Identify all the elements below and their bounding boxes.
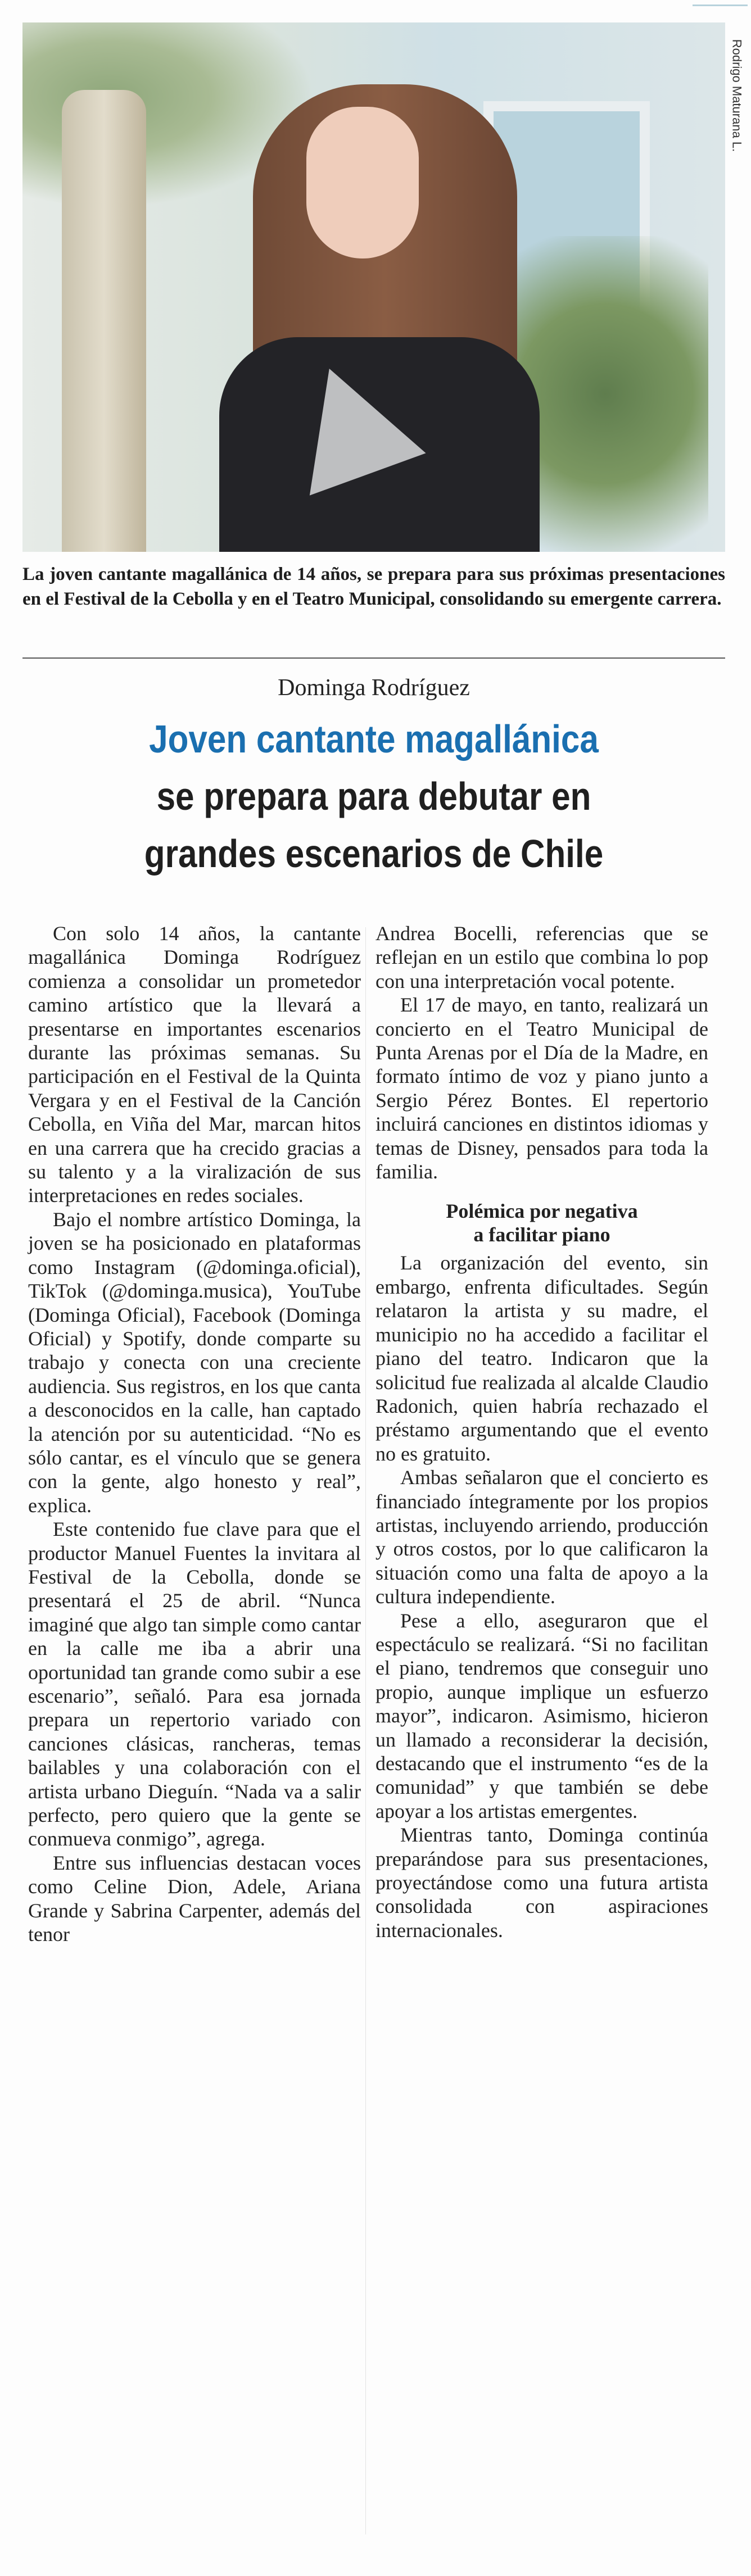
- paragraph: Este contenido fue clave para que el productor Manuel Fuentes la invitara al Festival de la Cebolla, donde se presentará el 25 de abril. “Nunca imaginé que algo tan simple como cantar en la calle me iba a abrir una oportunidad tan grande como subir a ese escenario”, señaló. Para esa jornada prepara un repertorio variado con canciones clásicas, rancheras, temas bailables y una colaboración con el artista urbano Dieguín. “Nada va a salir perfecto, pero quiero que la gente se conmueva conmigo”, agrega.: [28, 1518, 361, 1851]
- headline-line-2: se prepara para debutar en: [156, 774, 591, 818]
- photo-caption: La joven cantante magallánica de 14 años, se prepara para sus próximas presentaciones en el Festival de la Cebolla y en el Teatro Municipal, consolidando su emergente carrera.: [22, 564, 725, 609]
- subheading-line-1: Polémica por negativa: [446, 1200, 638, 1223]
- paragraph: La organización del evento, sin embargo, enfrenta dificultades. Según relataron la artista y su madre, el municipio no ha accedido a facilitar el piano del teatro. Indicaron que la solicitud fue realizada al alcalde Claudio Radonich, quien habría rechazado el préstamo argumentando que el evento no es gratuito.: [376, 1251, 708, 1465]
- headline-line-1: Joven cantante magallánica: [149, 717, 599, 761]
- byline: Dominga Rodríguez: [278, 675, 470, 701]
- paragraph: El 17 de mayo, en tanto, realizará un concierto en el Teatro Municipal de Punta Arenas por el Día de la Madre, en formato íntimo de voz y piano junto a Sergio Pérez Bontes. El repertorio incluirá canciones en distintos idiomas y temas de Disney, pensados para toda la familia.: [376, 994, 708, 1183]
- article-column-right: [376, 922, 708, 1942]
- paragraph: Pese a ello, aseguraron que el espectáculo se realizará. “Si no facilitan el piano, tendremos que conseguir uno propio, aunque implique un esfuerzo mayor”, indicaron. Asimismo, hicieron un llamado a reconsiderar la decisión, destacando que el instrumento “es de la comunidad” y que también se debe apoyar a los artistas emergentes.: [376, 1609, 708, 1822]
- subheading-line-2: a facilitar piano: [473, 1223, 610, 1246]
- article-photo: [22, 22, 725, 552]
- paragraph-continued: Andrea Bocelli, referencias que se reflejan en un estilo que combina lo pop con una interpretación vocal potente.: [376, 922, 708, 992]
- subheading: [376, 1199, 708, 1246]
- photo-tree-trunk: [62, 90, 146, 552]
- photo-credit-text: Rodrigo Maturana L.: [730, 39, 744, 152]
- column-divider: [365, 927, 366, 2534]
- paragraph: Bajo el nombre artístico Dominga, la joven se ha posicionado en plataformas como Instagram (@dominga.oficial), TikTok (@dominga.musica), YouTube (Dominga Oficial), Facebook (Dominga Oficial) y Spotify, donde comparte su trabajo y conecta con una creciente audiencia. Sus registros, en los que canta a desconocidos en la calle, han captado la atención por su autenticidad. “No es sólo cantar, es el vínculo que se genera con la gente, algo honesto y real”, explica.: [28, 1208, 361, 1517]
- top-edge-accent: [693, 4, 748, 6]
- article-column-left: [28, 922, 361, 1946]
- paragraph: Con solo 14 años, la cantante magallánica Dominga Rodríguez comienza a consolidar un prometedor camino artístico que la llevará a presentarse en importantes escenarios durante las próximas semanas. Su participación en el Festival de la Quinta Vergara y en el Festival de la Canción Cebolla, en Viña del Mar, marcan hitos en una carrera que ha crecido gracias a su talento y a la viralización de sus interpretaciones en redes sociales.: [28, 922, 361, 1207]
- headline-line-3: grandes escenarios de Chile: [144, 832, 604, 876]
- paragraph: Entre sus influencias destacan voces como Celine Dion, Adele, Ariana Grande y Sabrina Carpenter, además del tenor: [28, 1851, 361, 1946]
- paragraph: Mientras tanto, Dominga continúa preparándose para sus presentaciones, proyectándose como una futura artista consolidada con aspiraciones internacionales.: [376, 1824, 708, 1942]
- photo-credit: [725, 22, 748, 169]
- photo-subject-face: [306, 107, 419, 258]
- paragraph: Ambas señalaron que el concierto es financiado íntegramente por los propios artistas, incluyendo arriendo, producción y otros costos, por lo que calificaron la situación como una falta de apoyo a la cultura independiente.: [376, 1466, 708, 1608]
- caption-divider: [22, 657, 725, 659]
